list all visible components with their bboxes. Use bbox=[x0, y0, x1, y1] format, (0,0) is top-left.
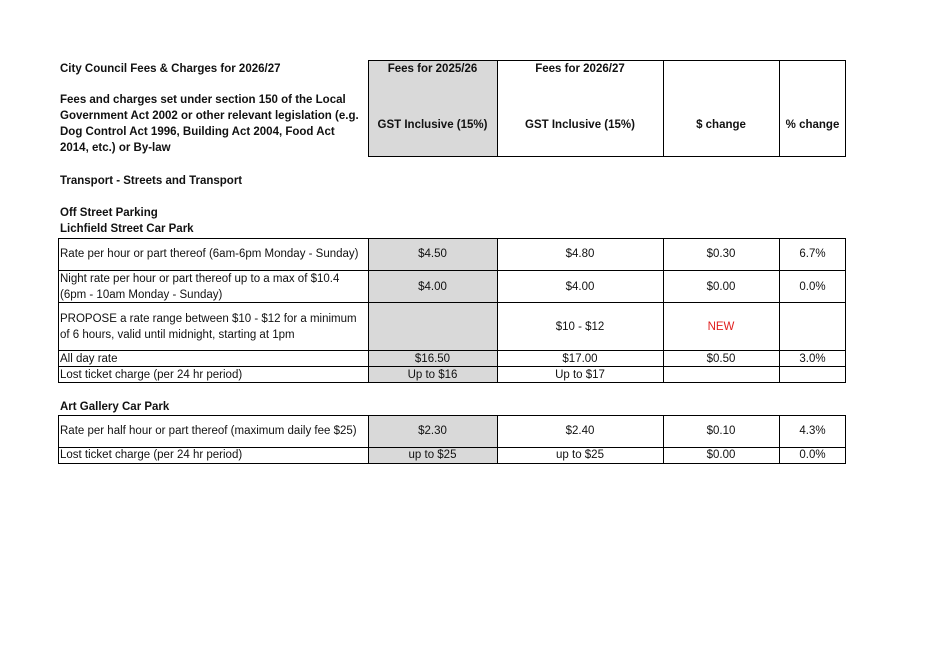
row-dollar-change: $0.10 bbox=[706, 425, 736, 437]
table-border-h bbox=[58, 302, 846, 303]
section-heading: Transport - Streets and Transport bbox=[60, 175, 243, 187]
header-fees-2026-title: Fees for 2026/27 bbox=[535, 63, 625, 75]
table-border-h bbox=[58, 270, 846, 271]
table-border-v bbox=[497, 415, 498, 464]
row-fee-2026: Up to $17 bbox=[555, 369, 605, 381]
header-border-v bbox=[663, 60, 664, 157]
row-description: All day rate bbox=[60, 352, 118, 365]
document-subtitle: Fees and charges set under section 150 of the Local Government Act 2002 or other relevant legislation (e.g. Dog Control Act 1996, Building Act 2004, Food Act 2014, etc.) or By-law bbox=[60, 94, 359, 154]
header-border-v bbox=[368, 60, 369, 157]
table-border-v bbox=[663, 415, 664, 464]
header-border-v bbox=[845, 60, 846, 157]
table-border-h bbox=[58, 463, 846, 464]
table-border-v bbox=[497, 238, 498, 383]
table-border-v bbox=[845, 415, 846, 464]
header-border-v bbox=[497, 60, 498, 157]
row-description: PROPOSE a rate range between $10 - $12 for a minimum of 6 hours, valid until midnight, starting at 1pm bbox=[60, 312, 357, 341]
table-border-h bbox=[58, 350, 846, 351]
new-badge: NEW bbox=[707, 320, 735, 333]
table-border-v bbox=[368, 415, 369, 464]
row-dollar-change: $0.50 bbox=[706, 352, 736, 365]
row-pct-change: 3.0% bbox=[799, 352, 826, 365]
header-fees-2025-title: Fees for 2025/26 bbox=[387, 63, 478, 75]
art-gallery-heading: Art Gallery Car Park bbox=[60, 401, 170, 413]
row-fee-2026: up to $25 bbox=[556, 449, 604, 461]
header-fees-2025-sub: GST Inclusive (15%) bbox=[377, 119, 488, 131]
header-pct-change: % change bbox=[785, 119, 840, 131]
row-dollar-change: $0.30 bbox=[706, 248, 736, 260]
row-pct-change: 0.0% bbox=[799, 449, 826, 461]
lichfield-heading: Lichfield Street Car Park bbox=[60, 223, 194, 235]
subsection-heading: Off Street Parking bbox=[60, 207, 158, 219]
table-border-h bbox=[58, 447, 846, 448]
table-border-v bbox=[58, 238, 59, 383]
row-pct-change: 4.3% bbox=[799, 425, 826, 437]
row-pct-change: 6.7% bbox=[799, 248, 826, 260]
document-title: City Council Fees & Charges for 2026/27 bbox=[60, 63, 281, 75]
table-border-h bbox=[58, 366, 846, 367]
row-dollar-change: $0.00 bbox=[706, 280, 736, 293]
table-border-h bbox=[58, 238, 846, 239]
header-border-top bbox=[368, 60, 846, 61]
row-fee-2025: $4.50 bbox=[418, 248, 447, 260]
row-pct-change bbox=[779, 303, 846, 350]
row-description: Rate per half hour or part thereof (maximum daily fee $25) bbox=[60, 425, 357, 437]
header-border-v bbox=[779, 60, 780, 157]
row-fee-2026: $17.00 bbox=[562, 352, 598, 365]
table-border-v bbox=[779, 238, 780, 383]
table-border-h bbox=[58, 382, 846, 383]
row-dollar-change bbox=[663, 367, 779, 383]
header-dollar-change: $ change bbox=[696, 119, 746, 131]
row-description: Lost ticket charge (per 24 hr period) bbox=[60, 369, 243, 381]
row-fee-2025: $16.50 bbox=[414, 352, 451, 365]
row-fee-2026: $10 - $12 bbox=[555, 320, 605, 333]
table-border-v bbox=[58, 415, 59, 464]
row-fee-2025-empty bbox=[368, 303, 497, 350]
row-description: Lost ticket charge (per 24 hr period) bbox=[60, 449, 243, 461]
table-border-h bbox=[58, 415, 846, 416]
table-border-v bbox=[368, 238, 369, 383]
row-fee-2025: $2.30 bbox=[418, 425, 447, 437]
row-pct-change bbox=[779, 367, 846, 383]
row-fee-2026: $2.40 bbox=[565, 425, 595, 437]
row-description: Rate per hour or part thereof (6am-6pm Monday - Sunday) bbox=[60, 248, 359, 260]
table-border-v bbox=[845, 238, 846, 383]
row-fee-2026: $4.80 bbox=[565, 248, 595, 260]
table-border-v bbox=[779, 415, 780, 464]
table-border-v bbox=[663, 238, 664, 383]
header-fees-2026-sub: GST Inclusive (15%) bbox=[525, 119, 635, 131]
row-pct-change: 0.0% bbox=[799, 280, 826, 293]
row-fee-2025: up to $25 bbox=[408, 449, 457, 461]
row-fee-2026: $4.00 bbox=[565, 280, 595, 293]
row-fee-2025: Up to $16 bbox=[407, 369, 458, 381]
row-dollar-change: $0.00 bbox=[706, 449, 736, 461]
row-fee-2025: $4.00 bbox=[418, 280, 447, 293]
row-description: Night rate per hour or part thereof up to a max of $10.4 (6pm - 10am Monday - Sunday) bbox=[60, 272, 340, 301]
header-border-bottom bbox=[368, 156, 846, 157]
